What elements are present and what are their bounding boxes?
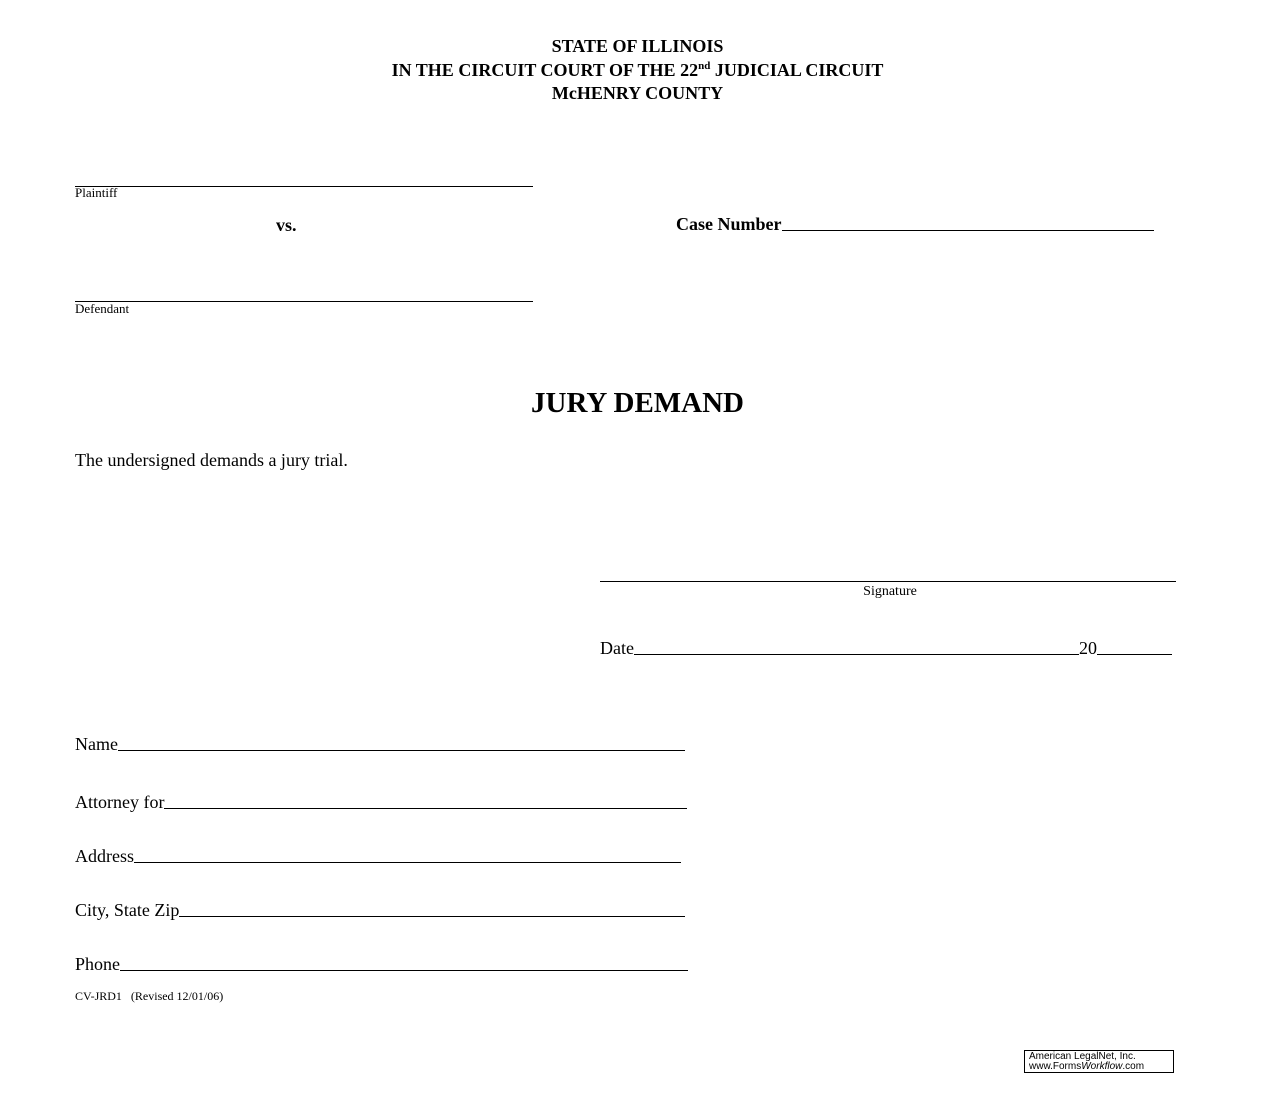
phone-field[interactable] [120, 970, 688, 971]
name-field[interactable] [118, 750, 685, 751]
plaintiff-field[interactable] [75, 186, 533, 187]
attorney-for-row [75, 792, 687, 812]
date-label: Date [600, 638, 634, 658]
city-state-zip-label: City, State Zip [75, 900, 180, 920]
attorney-for-label: Attorney for [75, 792, 165, 812]
court-sup: nd [698, 60, 711, 72]
body-text: The undersigned demands a jury trial. [75, 450, 348, 470]
address-label: Address [75, 846, 134, 866]
year-prefix: 20 [1079, 638, 1097, 658]
address-field[interactable] [134, 862, 681, 863]
header-county: McHENRY COUNTY [551, 83, 724, 103]
defendant-field[interactable] [75, 301, 533, 302]
case-number-label: Case Number [676, 214, 782, 234]
logo-line2 [1029, 1062, 1173, 1072]
city-state-zip-row [75, 900, 685, 920]
document-title: JURY DEMAND [531, 387, 744, 419]
defendant-label: Defendant [75, 301, 130, 316]
name-row [75, 734, 685, 754]
court-text-post: JUDICIAL CIRCUIT [710, 60, 884, 80]
logo-url-pre: www.Forms [1029, 1061, 1082, 1072]
address-row [75, 846, 681, 866]
court-text: IN THE CIRCUIT COURT OF THE 22 [391, 60, 699, 80]
publisher-logo [1024, 1050, 1174, 1073]
form-code: CV-JRD1 (Revised 12/01/06) [75, 989, 224, 1003]
logo-line1: American LegalNet, Inc. [1029, 1051, 1136, 1062]
signature-label: Signature [863, 584, 917, 599]
header-court [0, 59, 1275, 81]
logo-url-italic: Workflow [1081, 1061, 1123, 1072]
plaintiff-label: Plaintiff [75, 185, 118, 200]
phone-row [75, 954, 688, 974]
logo-url-post: .com [1122, 1061, 1145, 1072]
name-label: Name [75, 734, 118, 754]
header-state: STATE OF ILLINOIS [551, 36, 724, 56]
year-field[interactable] [1097, 654, 1172, 655]
city-state-zip-field[interactable] [179, 916, 685, 917]
signature-field[interactable] [600, 581, 1176, 582]
date-field[interactable] [634, 654, 1079, 655]
case-number-row [676, 214, 1154, 234]
vs-label: vs. [276, 215, 297, 235]
attorney-for-field[interactable] [164, 808, 687, 809]
case-number-field[interactable] [782, 230, 1155, 231]
phone-label: Phone [75, 954, 120, 974]
date-row [600, 638, 1172, 658]
